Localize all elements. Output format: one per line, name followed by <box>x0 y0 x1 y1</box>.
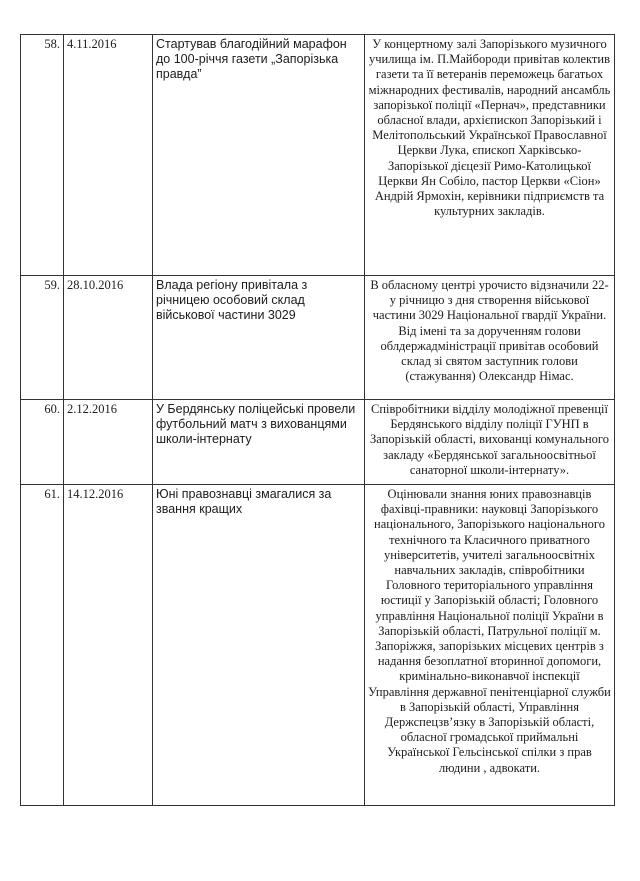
table-row <box>21 400 615 485</box>
row-number: 58. <box>21 35 64 276</box>
event-title: Стартував благодійний марафон до 100-річчя газети „Запорізька правда” <box>153 35 365 276</box>
table-row <box>21 276 615 400</box>
row-number: 60. <box>21 400 64 485</box>
table-row <box>21 485 615 806</box>
event-title: Юні правознавці змагалися за звання кращих <box>153 485 365 806</box>
table-row <box>21 35 615 276</box>
event-description: Співробітники відділу молодіжної превенції Бердянського відділу поліції ГУНП в Запорізькій області, вихованці комунального закладу «Бердянської загальноосвітньої санаторної школи-інтернату». <box>365 400 615 485</box>
event-description: Оцінювали знання юних правознавців фахівці-правники: науковці Запорізького національного, Запорізького національного технічного та Класичного приватного університетів, учителі загальноосвітніх навчальних закладів, співробітники Головного територіального управління юстиції у Запорізькій області; Головного управління Національної поліції України в Запорізькій області, Патрульної поліції м. Запоріжжя, запорізьких місцевих центрів з надання безоплатної вторинної допомоги, кримінально-виконавчої інспекції Управління державної пенітенціарної служби в Запорізькій області, Управління Держспецзв’язку в Запорізькій області, обласної громадської приймальні Української Гельсінської спілки з прав людини , адвокати. <box>365 485 615 806</box>
events-table <box>20 34 615 806</box>
event-date: 2.12.2016 <box>64 400 153 485</box>
event-description: У концертному залі Запорізького музичного училища ім. П.Майбороди привітав колектив газети та її ветеранів переможець багатьох міжнародних фестивалів, народний ансамбль запорізької поліції «Пернач», представники обласної влади, архієпископ Запорізький і Мелітопольський Української Православної Церкви Лука, єпископ Харківсько-Запорізької дієцезії Римо-Католицької Церкви Ян Собіло, пастор Церкви «Сіон» Андрій Ярмохін, керівники підприємств та культурних закладів. <box>365 35 615 276</box>
row-number: 59. <box>21 276 64 400</box>
event-title: Влада регіону привітала з річницею особовий склад військової частини 3029 <box>153 276 365 400</box>
event-date: 4.11.2016 <box>64 35 153 276</box>
row-number: 61. <box>21 485 64 806</box>
event-date: 14.12.2016 <box>64 485 153 806</box>
event-title: У Бердянську поліцейські провели футбольний матч з вихованцями школи-інтернату <box>153 400 365 485</box>
event-description: В обласному центрі урочисто відзначили 22-у річницю з дня створення військової частини 3029 Національної гвардії України. Від імені та за дорученням голови облдержадміністрації привітав особовий склад зі святом заступник голови (стажування) Олександр Німас. <box>365 276 615 400</box>
event-date: 28.10.2016 <box>64 276 153 400</box>
